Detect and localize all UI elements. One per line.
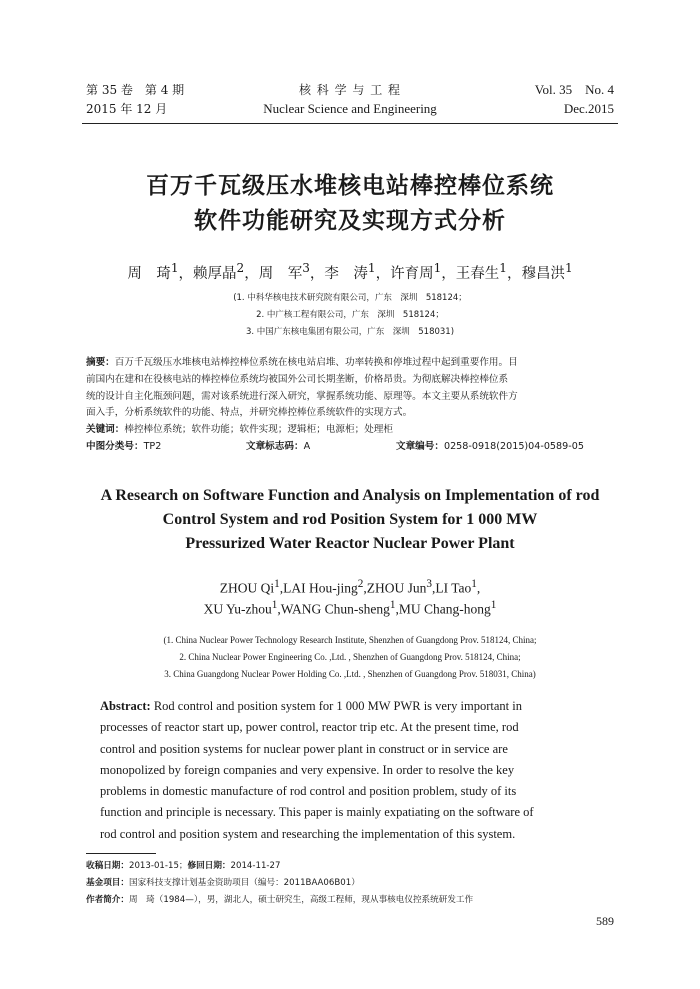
author-cn: 许育周: [390, 265, 434, 282]
authors-cn: 周 琦$^1$，赖厚晶$^2$，周 军$^3$，李 涛$^1$，许育周$^1$，王春生$^1$，穆昌洪$^1$: [127, 261, 573, 282]
journal-name-en: Nuclear Science and Engineering: [263, 101, 437, 116]
journal-volume-en: Vol. 35 No. 4: [534, 82, 614, 97]
abstract-en-label: Abstract:: [100, 699, 151, 713]
affiliation-cn: (1. 中科华核电技术研究院有限公司，广东 深圳 518124；: [233, 293, 467, 303]
abstract-cn: 摘要：百万千瓦级压水堆核电站棒控棒位系统在核电站启堆、功率转换和停堆过程中起到重要作用。目 前国内在建和在役核电站的棒控棒位系统均被国外公司长期垄断，价格昂贵。为彻底解决棒控棒位系 统的设计自主化瓶颈问题，需对该系统进行深入研究，掌握系统功能、原理等。本文主要从系统软件方 面入手，分析系统软件的功能、特点，并研究棒控棒位系统软件的实现方式。 关键词：棒控棒位系统；软件功能；软件实现；逻辑柜；电源柜；处理柜 中图分类号：TP2 文章标志码：A 文章编号：0258-0918(2015)04-0589-05: [86, 355, 614, 456]
affiliation-cn: 3. 中国广东核电集团有限公司，广东 深圳 518031): [245, 327, 455, 337]
author-cn: 穆昌洪: [521, 265, 565, 282]
header-rule: [82, 123, 618, 124]
abstract-cn-label: 摘要：: [86, 357, 115, 368]
affiliation-en: 2. China Nuclear Power Engineering Co. ,Ltd. , Shenzhen of Guangdong Prov. 518124, China;: [179, 652, 521, 662]
page-number: 589: [596, 914, 614, 928]
keywords-cn: 关键词：棒控棒位系统；软件功能；软件实现；逻辑柜；电源柜；处理柜: [86, 424, 393, 436]
author-cn: 赖厚晶: [193, 265, 237, 282]
affiliation-en: (1. China Nuclear Power Technology Research Institute, Shenzhen of Guangdong Prov. 518124, China;: [163, 635, 537, 645]
journal-volume-issue: 第 35 卷 第 4 期: [86, 83, 185, 97]
authors-en-line2: XU Yu-zhou$^1$,WANG Chun-sheng$^1$,MU Chang-hong$^1$: [203, 599, 497, 617]
classification-row: 中图分类号：TP2 文章标志码：A 文章编号：0258-0918(2015)04-0589-05: [86, 440, 584, 452]
author-cn: 王春生: [455, 265, 500, 282]
journal-date-en: Dec.2015: [563, 101, 614, 116]
abstract-en: Abstract: Rod control and position system for 1 000 MW PWR is very important in processes of reactor start up, power control, reactor trip etc. At the present time, rod control and position systems for nuclear power plant in construct or in service are monopolized by foreign companies and very expensive. In order to resolve the key problems in domestic manufacture of rod control and position problem, study of its function and principle is necessary. This paper is mainly expatiating on the software of rod control and position system and researching the implementation of this system.: [100, 699, 534, 841]
title-en-line2: Control System and rod Position System for 1 000 MW: [162, 511, 538, 528]
author-cn: 周 琦: [127, 265, 171, 282]
journal-date-cn: 2015 年 12 月: [86, 102, 168, 116]
author-cn: 李 涛: [324, 265, 368, 282]
title-en-line1: A Research on Software Function and Analysis on Implementation of rod: [100, 487, 600, 504]
footnote-bio: 作者简介：周 琦（1984—），男，湖北人，硕士研究生，高级工程师，现从事核电仪控系统研发工作: [86, 895, 474, 905]
title-cn-line2: 软件功能研究及实现方式分析: [194, 208, 506, 234]
authors-en-line1: ZHOU Qi$^1$,LAI Hou-jing$^2$,ZHOU Jun$^3$,LI Tao$^1$,: [219, 578, 481, 596]
author-cn: 周 军: [258, 265, 303, 282]
footnote-dates: 收稿日期：2013-01-15；修回日期：2014-11-27: [86, 861, 281, 871]
affiliation-cn: 2. 中广核工程有限公司，广东 深圳 518124；: [256, 310, 444, 320]
footnote-fund: 基金项目：国家科技支撑计划基金资助项目（编号：2011BAA06B01）: [86, 878, 360, 888]
footnote-rule: [86, 853, 156, 854]
title-en-line3: Pressurized Water Reactor Nuclear Power Plant: [185, 535, 515, 552]
journal-name-cn: 核 科 学 与 工 程: [298, 83, 402, 97]
affiliation-en: 3. China Guangdong Nuclear Power Holding Co. ,Ltd. , Shenzhen of Guangdong Prov. 518031, China): [164, 669, 536, 679]
title-cn-line1: 百万千瓦级压水堆核电站棒控棒位系统: [146, 173, 554, 199]
